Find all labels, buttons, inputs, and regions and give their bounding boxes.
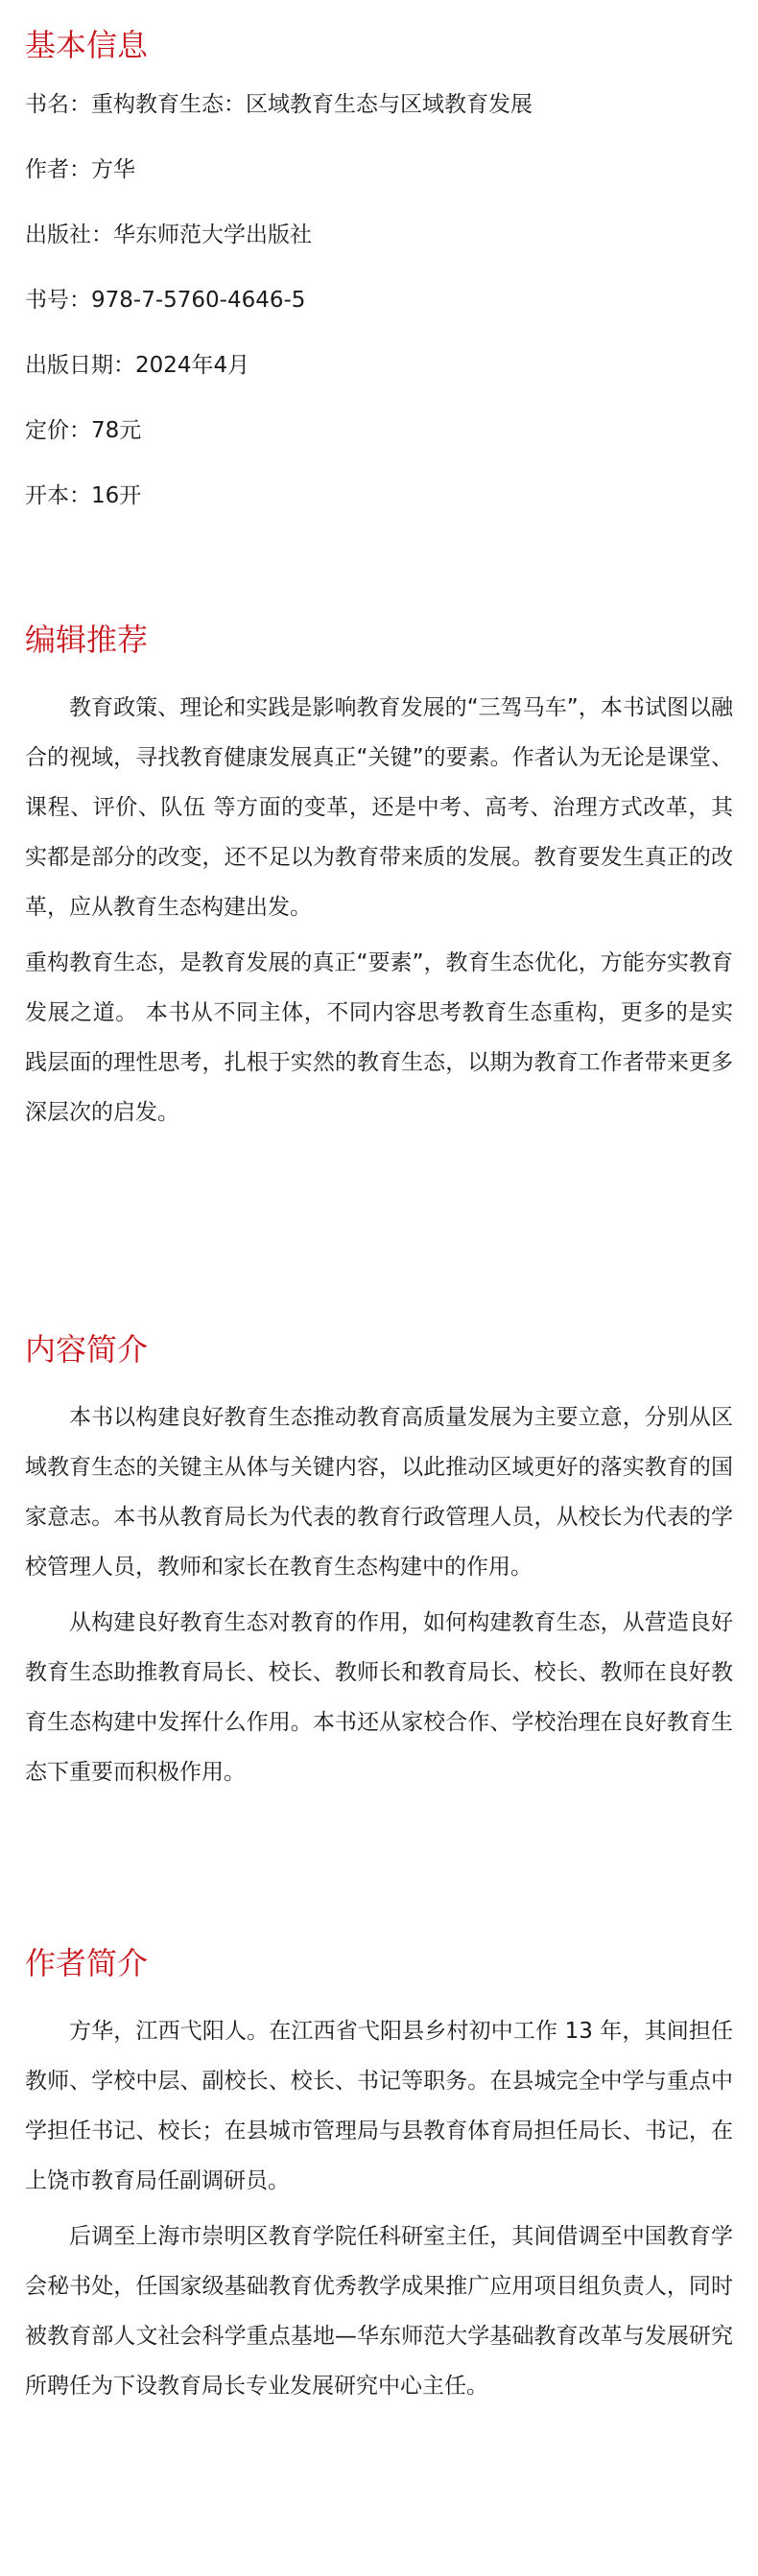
editor-recommendation-section [25, 621, 733, 1331]
author-paragraph: 后调至上海市崇明区教育学院任科研室主任，其间借调至中国教育学会秘书处，任国家级基础教育优秀教学成果推广应用项目组负责人，同时被教育部人文社会科学重点基地—华东师范大学基础教育改革与发展研究所聘任为下设教育局长专业发展研究中心主任。 [25, 2224, 733, 2400]
author-intro-title: 作者简介 [25, 1945, 149, 1981]
format-item: 开本：16开 [25, 483, 142, 509]
basic-info-list [25, 88, 733, 512]
basic-info-section [25, 27, 733, 621]
content-intro-title: 内容简介 [25, 1331, 149, 1368]
author-paragraph: 方华，江西弋阳人。在江西省弋阳县乡村初中工作 13 年，其间担任教师、学校中层、副校长、校长、书记等职务。在县城完全中学与重点中学担任书记、校长；在县城市管理局与县教育体育局担任局长、书记，在上饶市教育局任副调研员。 [25, 2019, 733, 2194]
editor-paragraph: 教育政策、理论和实践是影响教育发展的“三驾马车”，本书试图以融合的视域，寻找教育健康发展真正“关键”的要素。作者认为无论是课堂、课程、评价、队伍 等方面的变革，还是中考、高考、治理方式改革，其实都是部分的改变，还不足以为教育带来质的发展。教育要发生真正的改革，应从教育生态构建出发。 [25, 695, 733, 921]
intro-paragraph: 本书以构建良好教育生态推动教育高质量发展为主要立意，分别从区域教育生态的关键主从体与关键内容，以此推动区域更好的落实教育的国家意志。本书从教育局长为代表的教育行政管理人员，从校长为代表的学校管理人员，教师和家长在教育生态构建中的作用。 [25, 1405, 733, 1581]
basic-info-title: 基本信息 [25, 27, 149, 63]
content-intro-section [25, 1331, 733, 1945]
book-title-item: 书名：重构教育生态：区域教育生态与区域教育发展 [25, 92, 533, 118]
author-item: 作者：方华 [25, 157, 135, 183]
isbn-item: 书号：978-7-5760-4646-5 [25, 288, 306, 314]
publish-date-item: 出版日期：2024年4月 [25, 353, 250, 379]
editor-recommendation-title: 编辑推荐 [25, 621, 149, 658]
publisher-item: 出版社：华东师范大学出版社 [25, 222, 312, 248]
author-intro-section [25, 1945, 733, 2411]
editor-paragraph: 重构教育生态，是教育发展的真正“要素”，教育生态优化，方能夯实教育发展之道。 本书从不同主体，不同内容思考教育生态重构，更多的是实践层面的理性思考，扎根于实然的教育生态，以期为教育工作者带来更多深层次的启发。 [25, 950, 733, 1126]
intro-paragraph: 从构建良好教育生态对教育的作用，如何构建教育生态，从营造良好教育生态助推教育局长、校长、教师长和教育局长、校长、教师在良好教育生态构建中发挥什么作用。本书还从家校合作、学校治理在良好教育生态下重要而积极作用。 [25, 1610, 733, 1786]
price-item: 定价：78元 [25, 418, 142, 444]
